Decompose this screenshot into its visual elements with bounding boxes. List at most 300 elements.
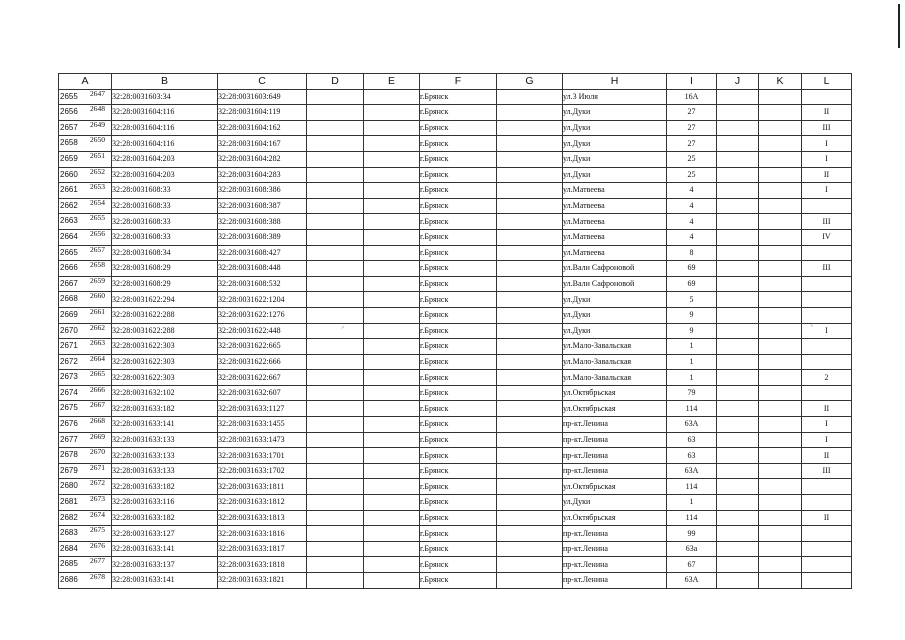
cell-g[interactable] xyxy=(497,245,563,261)
cell-section[interactable]: I xyxy=(802,417,852,433)
column-header[interactable]: G xyxy=(497,74,563,90)
cell-cadastral-object[interactable]: 32:28:0031633:1701 xyxy=(218,448,307,464)
cell-street[interactable]: ул.Вали Сафроновой xyxy=(563,261,667,277)
cell-g[interactable] xyxy=(497,198,563,214)
cell-d[interactable] xyxy=(307,541,364,557)
cell-g[interactable] xyxy=(497,105,563,121)
cell-house[interactable]: 4 xyxy=(667,183,717,199)
cell-g[interactable] xyxy=(497,463,563,479)
cell-k[interactable] xyxy=(759,370,802,386)
cell-cadastral-parcel[interactable]: 32:28:0031633:116 xyxy=(112,495,218,511)
cell-section[interactable] xyxy=(802,385,852,401)
cell-street[interactable]: ул.Мало-Завальская xyxy=(563,354,667,370)
cell-j[interactable] xyxy=(717,120,759,136)
column-header[interactable]: D xyxy=(307,74,364,90)
cell-row-number[interactable] xyxy=(59,573,112,589)
cell-city[interactable]: г.Брянск xyxy=(420,495,497,511)
cell-e[interactable] xyxy=(364,573,420,589)
cell-house[interactable]: 63А xyxy=(667,417,717,433)
cell-g[interactable] xyxy=(497,89,563,105)
cell-cadastral-parcel[interactable]: 32:28:0031622:288 xyxy=(112,323,218,339)
cell-k[interactable] xyxy=(759,89,802,105)
cell-e[interactable] xyxy=(364,245,420,261)
cell-section[interactable]: III xyxy=(802,214,852,230)
cell-cadastral-parcel[interactable]: 32:28:0031622:303 xyxy=(112,370,218,386)
cell-d[interactable] xyxy=(307,401,364,417)
cell-city[interactable]: г.Брянск xyxy=(420,198,497,214)
cell-k[interactable] xyxy=(759,573,802,589)
cell-g[interactable] xyxy=(497,432,563,448)
cell-e[interactable] xyxy=(364,307,420,323)
cell-street[interactable]: пр-кт.Ленина xyxy=(563,463,667,479)
cell-cadastral-object[interactable]: 32:28:0031632:607 xyxy=(218,385,307,401)
cell-j[interactable] xyxy=(717,557,759,573)
cell-cadastral-object[interactable]: 32:28:0031603:649 xyxy=(218,89,307,105)
cell-house[interactable]: 63а xyxy=(667,541,717,557)
column-header[interactable]: F xyxy=(420,74,497,90)
cell-g[interactable] xyxy=(497,151,563,167)
cell-house[interactable]: 69 xyxy=(667,261,717,277)
cell-d[interactable] xyxy=(307,214,364,230)
cell-row-number[interactable] xyxy=(59,198,112,214)
cell-cadastral-parcel[interactable]: 32:28:0031633:133 xyxy=(112,448,218,464)
cell-e[interactable] xyxy=(364,557,420,573)
cell-g[interactable] xyxy=(497,339,563,355)
cell-d[interactable] xyxy=(307,354,364,370)
cell-cadastral-object[interactable]: 32:28:0031608:386 xyxy=(218,183,307,199)
cell-cadastral-parcel[interactable]: 32:28:0031604:116 xyxy=(112,136,218,152)
cell-row-number[interactable] xyxy=(59,370,112,386)
column-header[interactable]: J xyxy=(717,74,759,90)
cell-cadastral-parcel[interactable]: 32:28:0031603:34 xyxy=(112,89,218,105)
cell-cadastral-object[interactable]: 32:28:0031633:1455 xyxy=(218,417,307,433)
cell-house[interactable]: 114 xyxy=(667,510,717,526)
cell-street[interactable]: ул.Матвеева xyxy=(563,183,667,199)
cell-street[interactable]: ул.Матвеева xyxy=(563,214,667,230)
cell-k[interactable] xyxy=(759,307,802,323)
cell-section[interactable] xyxy=(802,495,852,511)
cell-cadastral-object[interactable]: 32:28:0031622:1204 xyxy=(218,292,307,308)
cell-street[interactable]: ул.Дуки xyxy=(563,105,667,121)
cell-cadastral-parcel[interactable]: 32:28:0031604:116 xyxy=(112,105,218,121)
cell-d[interactable] xyxy=(307,495,364,511)
cell-g[interactable] xyxy=(497,573,563,589)
cell-k[interactable] xyxy=(759,385,802,401)
cell-cadastral-parcel[interactable]: 32:28:0031608:29 xyxy=(112,276,218,292)
cell-e[interactable] xyxy=(364,292,420,308)
cell-section[interactable]: 2 xyxy=(802,370,852,386)
cell-j[interactable] xyxy=(717,573,759,589)
cell-cadastral-parcel[interactable]: 32:28:0031633:182 xyxy=(112,510,218,526)
cell-cadastral-object[interactable]: 32:28:0031608:532 xyxy=(218,276,307,292)
cell-section[interactable]: III xyxy=(802,261,852,277)
cell-cadastral-object[interactable]: 32:28:0031604:282 xyxy=(218,151,307,167)
cell-cadastral-parcel[interactable]: 32:28:0031608:33 xyxy=(112,183,218,199)
cell-street[interactable]: пр-кт.Ленина xyxy=(563,417,667,433)
cell-house[interactable]: 4 xyxy=(667,198,717,214)
cell-section[interactable]: I xyxy=(802,151,852,167)
cell-d[interactable] xyxy=(307,417,364,433)
cell-cadastral-object[interactable]: 32:28:0031633:1816 xyxy=(218,526,307,542)
cell-row-number[interactable] xyxy=(59,323,112,339)
cell-e[interactable] xyxy=(364,463,420,479)
cell-d[interactable] xyxy=(307,105,364,121)
cell-cadastral-object[interactable]: 32:28:0031622:667 xyxy=(218,370,307,386)
cell-j[interactable] xyxy=(717,89,759,105)
cell-d[interactable] xyxy=(307,120,364,136)
cell-house[interactable]: 1 xyxy=(667,495,717,511)
cell-d[interactable] xyxy=(307,151,364,167)
cell-row-number[interactable] xyxy=(59,385,112,401)
cell-g[interactable] xyxy=(497,261,563,277)
cell-cadastral-object[interactable]: 32:28:0031608:427 xyxy=(218,245,307,261)
cell-house[interactable]: 25 xyxy=(667,167,717,183)
cell-k[interactable] xyxy=(759,120,802,136)
cell-cadastral-parcel[interactable]: 32:28:0031633:133 xyxy=(112,432,218,448)
cell-g[interactable] xyxy=(497,136,563,152)
cell-k[interactable] xyxy=(759,151,802,167)
cell-d[interactable] xyxy=(307,432,364,448)
cell-section[interactable]: I xyxy=(802,432,852,448)
cell-cadastral-object[interactable]: 32:28:0031622:1276 xyxy=(218,307,307,323)
cell-j[interactable] xyxy=(717,292,759,308)
cell-house[interactable]: 25 xyxy=(667,151,717,167)
cell-row-number[interactable] xyxy=(59,557,112,573)
cell-row-number[interactable] xyxy=(59,245,112,261)
cell-cadastral-parcel[interactable]: 32:28:0031604:116 xyxy=(112,120,218,136)
cell-k[interactable] xyxy=(759,136,802,152)
cell-g[interactable] xyxy=(497,183,563,199)
cell-j[interactable] xyxy=(717,276,759,292)
cell-g[interactable] xyxy=(497,370,563,386)
cell-row-number[interactable] xyxy=(59,276,112,292)
cell-g[interactable] xyxy=(497,479,563,495)
cell-g[interactable] xyxy=(497,448,563,464)
cell-house[interactable]: 1 xyxy=(667,339,717,355)
cell-street[interactable]: ул.Дуки xyxy=(563,151,667,167)
cell-cadastral-parcel[interactable]: 32:28:0031608:33 xyxy=(112,214,218,230)
cell-section[interactable]: I xyxy=(802,183,852,199)
cell-j[interactable] xyxy=(717,401,759,417)
cell-house[interactable]: 63А xyxy=(667,573,717,589)
cell-street[interactable]: пр-кт.Ленина xyxy=(563,448,667,464)
cell-j[interactable] xyxy=(717,417,759,433)
cell-city[interactable]: г.Брянск xyxy=(420,261,497,277)
cell-row-number[interactable] xyxy=(59,432,112,448)
cell-j[interactable] xyxy=(717,339,759,355)
cell-section[interactable]: II xyxy=(802,510,852,526)
cell-j[interactable] xyxy=(717,385,759,401)
cell-house[interactable]: 27 xyxy=(667,120,717,136)
cell-g[interactable] xyxy=(497,510,563,526)
cell-g[interactable] xyxy=(497,292,563,308)
cell-city[interactable]: г.Брянск xyxy=(420,417,497,433)
cell-g[interactable] xyxy=(497,120,563,136)
cell-section[interactable] xyxy=(802,479,852,495)
cell-k[interactable] xyxy=(759,105,802,121)
cell-j[interactable] xyxy=(717,229,759,245)
cell-cadastral-object[interactable]: 32:28:0031633:1702 xyxy=(218,463,307,479)
cell-cadastral-object[interactable]: 32:28:0031604:162 xyxy=(218,120,307,136)
cell-cadastral-parcel[interactable]: 32:28:0031633:182 xyxy=(112,479,218,495)
cell-street[interactable]: ул.Октябрьская xyxy=(563,510,667,526)
cell-city[interactable]: г.Брянск xyxy=(420,151,497,167)
cell-j[interactable] xyxy=(717,198,759,214)
cell-e[interactable] xyxy=(364,151,420,167)
cell-row-number[interactable] xyxy=(59,120,112,136)
cell-house[interactable]: 1 xyxy=(667,370,717,386)
cell-k[interactable] xyxy=(759,557,802,573)
cell-k[interactable] xyxy=(759,198,802,214)
cell-street[interactable]: ул.Дуки xyxy=(563,307,667,323)
cell-e[interactable] xyxy=(364,214,420,230)
cell-city[interactable]: г.Брянск xyxy=(420,354,497,370)
column-header[interactable]: A xyxy=(59,74,112,90)
cell-j[interactable] xyxy=(717,448,759,464)
cell-cadastral-object[interactable]: 32:28:0031633:1127 xyxy=(218,401,307,417)
cell-e[interactable] xyxy=(364,229,420,245)
cell-house[interactable]: 27 xyxy=(667,105,717,121)
cell-house[interactable]: 4 xyxy=(667,214,717,230)
cell-street[interactable]: пр-кт.Ленина xyxy=(563,526,667,542)
cell-cadastral-object[interactable]: 32:28:0031633:1817 xyxy=(218,541,307,557)
cell-j[interactable] xyxy=(717,183,759,199)
cell-street[interactable]: ул.Матвеева xyxy=(563,245,667,261)
cell-cadastral-object[interactable]: 32:28:0031633:1821 xyxy=(218,573,307,589)
cell-d[interactable] xyxy=(307,339,364,355)
cell-cadastral-object[interactable]: 32:28:0031633:1811 xyxy=(218,479,307,495)
cell-j[interactable] xyxy=(717,136,759,152)
cell-k[interactable] xyxy=(759,292,802,308)
cell-k[interactable] xyxy=(759,479,802,495)
cell-k[interactable] xyxy=(759,510,802,526)
column-header[interactable]: H xyxy=(563,74,667,90)
cell-d[interactable] xyxy=(307,229,364,245)
cell-e[interactable] xyxy=(364,479,420,495)
cell-d[interactable] xyxy=(307,245,364,261)
cell-e[interactable] xyxy=(364,323,420,339)
cell-e[interactable] xyxy=(364,261,420,277)
cell-d[interactable] xyxy=(307,307,364,323)
cell-g[interactable] xyxy=(497,323,563,339)
cell-g[interactable] xyxy=(497,401,563,417)
cell-j[interactable] xyxy=(717,261,759,277)
cell-house[interactable]: 5 xyxy=(667,292,717,308)
cell-section[interactable]: IV xyxy=(802,229,852,245)
cell-k[interactable] xyxy=(759,276,802,292)
cell-d[interactable] xyxy=(307,292,364,308)
cell-street[interactable]: ул.Дуки xyxy=(563,120,667,136)
cell-section[interactable] xyxy=(802,292,852,308)
cell-city[interactable]: г.Брянск xyxy=(420,183,497,199)
cell-j[interactable] xyxy=(717,245,759,261)
cell-k[interactable] xyxy=(759,229,802,245)
cell-row-number[interactable] xyxy=(59,448,112,464)
cell-e[interactable] xyxy=(364,183,420,199)
cell-section[interactable]: II xyxy=(802,167,852,183)
cell-house[interactable]: 63 xyxy=(667,448,717,464)
cell-row-number[interactable] xyxy=(59,510,112,526)
cell-section[interactable] xyxy=(802,198,852,214)
cell-house[interactable]: 9 xyxy=(667,307,717,323)
cell-city[interactable]: г.Брянск xyxy=(420,385,497,401)
cell-j[interactable] xyxy=(717,151,759,167)
cell-street[interactable]: ул.Октябрьская xyxy=(563,401,667,417)
cell-g[interactable] xyxy=(497,495,563,511)
cell-city[interactable]: г.Брянск xyxy=(420,573,497,589)
cell-k[interactable] xyxy=(759,526,802,542)
cell-city[interactable]: г.Брянск xyxy=(420,463,497,479)
cell-d[interactable] xyxy=(307,385,364,401)
cell-d[interactable] xyxy=(307,557,364,573)
cell-section[interactable] xyxy=(802,557,852,573)
cell-section[interactable]: II xyxy=(802,448,852,464)
cell-d[interactable] xyxy=(307,448,364,464)
cell-row-number[interactable] xyxy=(59,479,112,495)
column-header[interactable]: B xyxy=(112,74,218,90)
cell-k[interactable] xyxy=(759,245,802,261)
cell-row-number[interactable] xyxy=(59,151,112,167)
cell-house[interactable]: 63 xyxy=(667,432,717,448)
cell-cadastral-parcel[interactable]: 32:28:0031632:102 xyxy=(112,385,218,401)
cell-city[interactable]: г.Брянск xyxy=(420,229,497,245)
cell-house[interactable]: 114 xyxy=(667,401,717,417)
cell-section[interactable] xyxy=(802,541,852,557)
cell-cadastral-object[interactable]: 32:28:0031604:167 xyxy=(218,136,307,152)
cell-row-number[interactable] xyxy=(59,526,112,542)
cell-city[interactable]: г.Брянск xyxy=(420,276,497,292)
cell-row-number[interactable] xyxy=(59,339,112,355)
cell-cadastral-object[interactable]: 32:28:0031604:119 xyxy=(218,105,307,121)
column-header[interactable]: K xyxy=(759,74,802,90)
cell-street[interactable]: ул.Матвеева xyxy=(563,198,667,214)
cell-street[interactable]: пр-кт.Ленина xyxy=(563,557,667,573)
cell-g[interactable] xyxy=(497,307,563,323)
cell-cadastral-object[interactable]: 32:28:0031633:1818 xyxy=(218,557,307,573)
cell-row-number[interactable] xyxy=(59,229,112,245)
cell-d[interactable] xyxy=(307,198,364,214)
cell-section[interactable]: II xyxy=(802,401,852,417)
cell-cadastral-parcel[interactable]: 32:28:0031622:288 xyxy=(112,307,218,323)
cell-house[interactable]: 16А xyxy=(667,89,717,105)
cell-cadastral-parcel[interactable]: 32:28:0031604:203 xyxy=(112,151,218,167)
cell-e[interactable] xyxy=(364,89,420,105)
cell-k[interactable] xyxy=(759,214,802,230)
cell-e[interactable] xyxy=(364,136,420,152)
cell-section[interactable] xyxy=(802,354,852,370)
cell-k[interactable] xyxy=(759,541,802,557)
cell-city[interactable]: г.Брянск xyxy=(420,401,497,417)
cell-cadastral-parcel[interactable]: 32:28:0031622:303 xyxy=(112,354,218,370)
cell-j[interactable] xyxy=(717,323,759,339)
cell-d[interactable] xyxy=(307,167,364,183)
cell-k[interactable] xyxy=(759,323,802,339)
cell-g[interactable] xyxy=(497,167,563,183)
cell-house[interactable]: 69 xyxy=(667,276,717,292)
cell-row-number[interactable] xyxy=(59,105,112,121)
cell-j[interactable] xyxy=(717,370,759,386)
cell-city[interactable]: г.Брянск xyxy=(420,526,497,542)
cell-city[interactable]: г.Брянск xyxy=(420,167,497,183)
cell-row-number[interactable] xyxy=(59,292,112,308)
cell-cadastral-parcel[interactable]: 32:28:0031633:137 xyxy=(112,557,218,573)
column-header[interactable]: E xyxy=(364,74,420,90)
cell-e[interactable] xyxy=(364,541,420,557)
cell-street[interactable]: ул.Мало-Завальская xyxy=(563,370,667,386)
cell-k[interactable] xyxy=(759,401,802,417)
cell-city[interactable]: г.Брянск xyxy=(420,448,497,464)
cell-city[interactable]: г.Брянск xyxy=(420,214,497,230)
cell-e[interactable] xyxy=(364,120,420,136)
cell-e[interactable] xyxy=(364,448,420,464)
cell-row-number[interactable] xyxy=(59,261,112,277)
cell-j[interactable] xyxy=(717,495,759,511)
cell-house[interactable]: 63А xyxy=(667,463,717,479)
cell-cadastral-object[interactable]: 32:28:0031633:1813 xyxy=(218,510,307,526)
cell-d[interactable] xyxy=(307,323,364,339)
cell-d[interactable] xyxy=(307,573,364,589)
cell-house[interactable]: 114 xyxy=(667,479,717,495)
cell-d[interactable] xyxy=(307,370,364,386)
cell-cadastral-parcel[interactable]: 32:28:0031633:141 xyxy=(112,573,218,589)
cell-d[interactable] xyxy=(307,136,364,152)
cell-street[interactable]: ул.Октябрьская xyxy=(563,479,667,495)
cell-house[interactable]: 9 xyxy=(667,323,717,339)
cell-row-number[interactable] xyxy=(59,354,112,370)
cell-g[interactable] xyxy=(497,276,563,292)
cell-row-number[interactable] xyxy=(59,463,112,479)
cell-j[interactable] xyxy=(717,354,759,370)
cell-d[interactable] xyxy=(307,89,364,105)
cell-d[interactable] xyxy=(307,261,364,277)
cell-city[interactable]: г.Брянск xyxy=(420,89,497,105)
cell-city[interactable]: г.Брянск xyxy=(420,432,497,448)
cell-house[interactable]: 4 xyxy=(667,229,717,245)
cell-row-number[interactable] xyxy=(59,417,112,433)
cell-j[interactable] xyxy=(717,463,759,479)
cell-d[interactable] xyxy=(307,510,364,526)
cell-cadastral-object[interactable]: 32:28:0031604:283 xyxy=(218,167,307,183)
cell-row-number[interactable] xyxy=(59,136,112,152)
cell-street[interactable]: ул.Дуки xyxy=(563,136,667,152)
cell-cadastral-parcel[interactable]: 32:28:0031622:303 xyxy=(112,339,218,355)
cell-city[interactable]: г.Брянск xyxy=(420,307,497,323)
cell-g[interactable] xyxy=(497,354,563,370)
cell-k[interactable] xyxy=(759,354,802,370)
cell-cadastral-object[interactable]: 32:28:0031622:448 xyxy=(218,323,307,339)
cell-street[interactable]: ул.Вали Сафроновой xyxy=(563,276,667,292)
cell-j[interactable] xyxy=(717,214,759,230)
cell-e[interactable] xyxy=(364,370,420,386)
cell-city[interactable]: г.Брянск xyxy=(420,541,497,557)
cell-cadastral-object[interactable]: 32:28:0031608:387 xyxy=(218,198,307,214)
cell-city[interactable]: г.Брянск xyxy=(420,557,497,573)
cell-street[interactable]: ул.Мало-Завальская xyxy=(563,339,667,355)
cell-row-number[interactable] xyxy=(59,307,112,323)
cell-cadastral-parcel[interactable]: 32:28:0031633:141 xyxy=(112,417,218,433)
cell-street[interactable]: ул.Матвеева xyxy=(563,229,667,245)
cell-cadastral-object[interactable]: 32:28:0031608:448 xyxy=(218,261,307,277)
cell-k[interactable] xyxy=(759,261,802,277)
cell-street[interactable]: пр-кт.Ленина xyxy=(563,432,667,448)
column-header[interactable]: C xyxy=(218,74,307,90)
cell-g[interactable] xyxy=(497,229,563,245)
cell-e[interactable] xyxy=(364,354,420,370)
cell-g[interactable] xyxy=(497,214,563,230)
cell-street[interactable]: ул.Октябрьская xyxy=(563,385,667,401)
cell-k[interactable] xyxy=(759,495,802,511)
cell-k[interactable] xyxy=(759,432,802,448)
